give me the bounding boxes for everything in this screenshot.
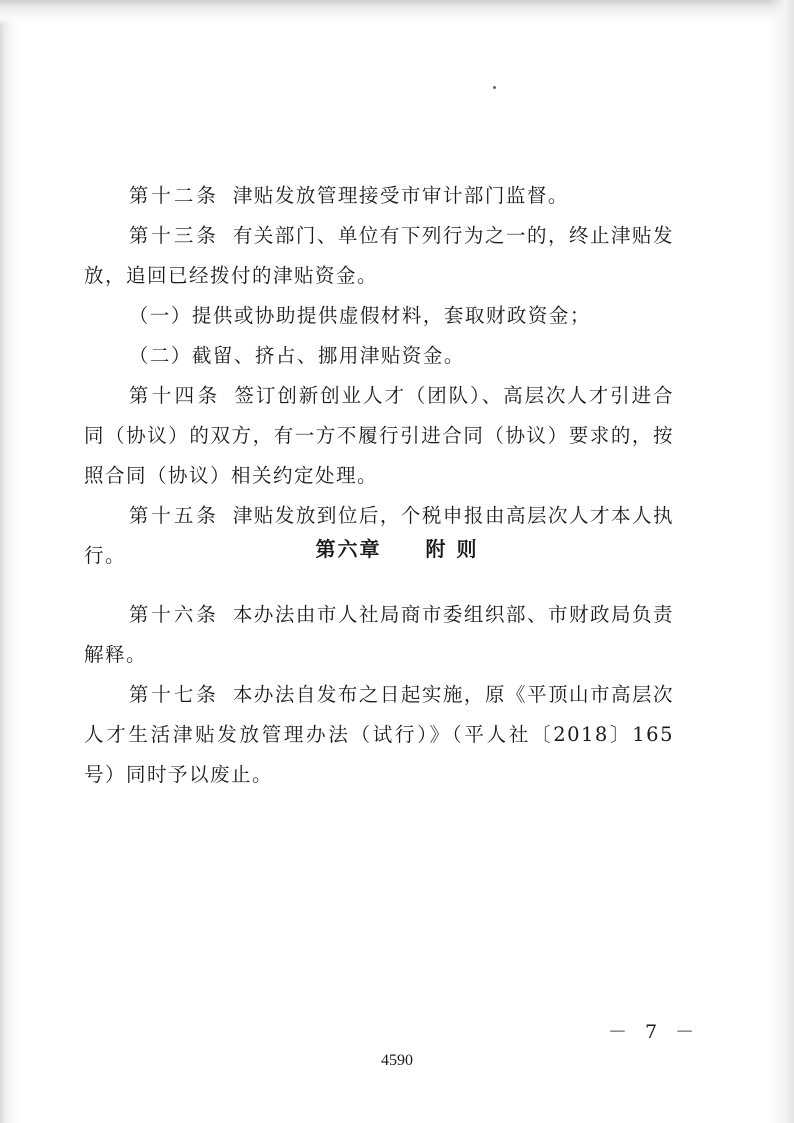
article-text: 本办法由市人社局商市委组织部、市财政局负责解释。 (84, 603, 674, 666)
article-label: 第十五条 (128, 504, 219, 527)
chapter-number: 第六章 (315, 537, 382, 561)
document-number: 4590 (381, 1052, 413, 1069)
article-16 (84, 595, 674, 675)
article-label: 第十三条 (128, 224, 219, 247)
article-text: 津贴发放管理接受市审计部门监督。 (232, 184, 569, 207)
scan-shadow-top (0, 0, 794, 26)
body-section-top (84, 176, 674, 576)
article-text: 有关部门、单位有下列行为之一的，终止津贴发放，追回已经拨付的津贴资金。 (84, 224, 674, 287)
article-13 (84, 216, 674, 296)
article-17 (84, 675, 674, 795)
article-label: 第十七条 (128, 683, 219, 706)
chapter-heading (0, 533, 794, 562)
article-label: 第十四条 (128, 384, 221, 407)
chapter-name: 附 则 (425, 537, 479, 561)
article-13-item-1 (84, 296, 674, 336)
article-text: 签订创新创业人才（团队）、高层次人才引进合同（协议）的双方，有一方不履行引进合同（协议）要求的，按照合同（协议）相关约定处理。 (84, 384, 674, 487)
article-text: 本办法自发布之日起实施，原《平顶山市高层次人才生活津贴发放管理办法（试行）》（平人社〔2018〕165号）同时予以废止。 (84, 683, 674, 786)
page-number: － 7 － (608, 1021, 701, 1043)
item-text: （二）截留、挤占、挪用津贴资金。 (128, 344, 465, 367)
article-12 (84, 176, 674, 216)
article-label: 第十二条 (128, 184, 219, 207)
item-text: （一）提供或协助提供虚假材料，套取财政资金； (128, 304, 591, 327)
article-14 (84, 376, 674, 496)
body-section-bottom (84, 595, 674, 795)
scan-speck (493, 86, 496, 89)
article-13-item-2 (84, 336, 674, 376)
article-text: 津贴发放到位后，个税申报由高层次人才本人执行。 (84, 504, 674, 567)
article-label: 第十六条 (128, 603, 219, 626)
